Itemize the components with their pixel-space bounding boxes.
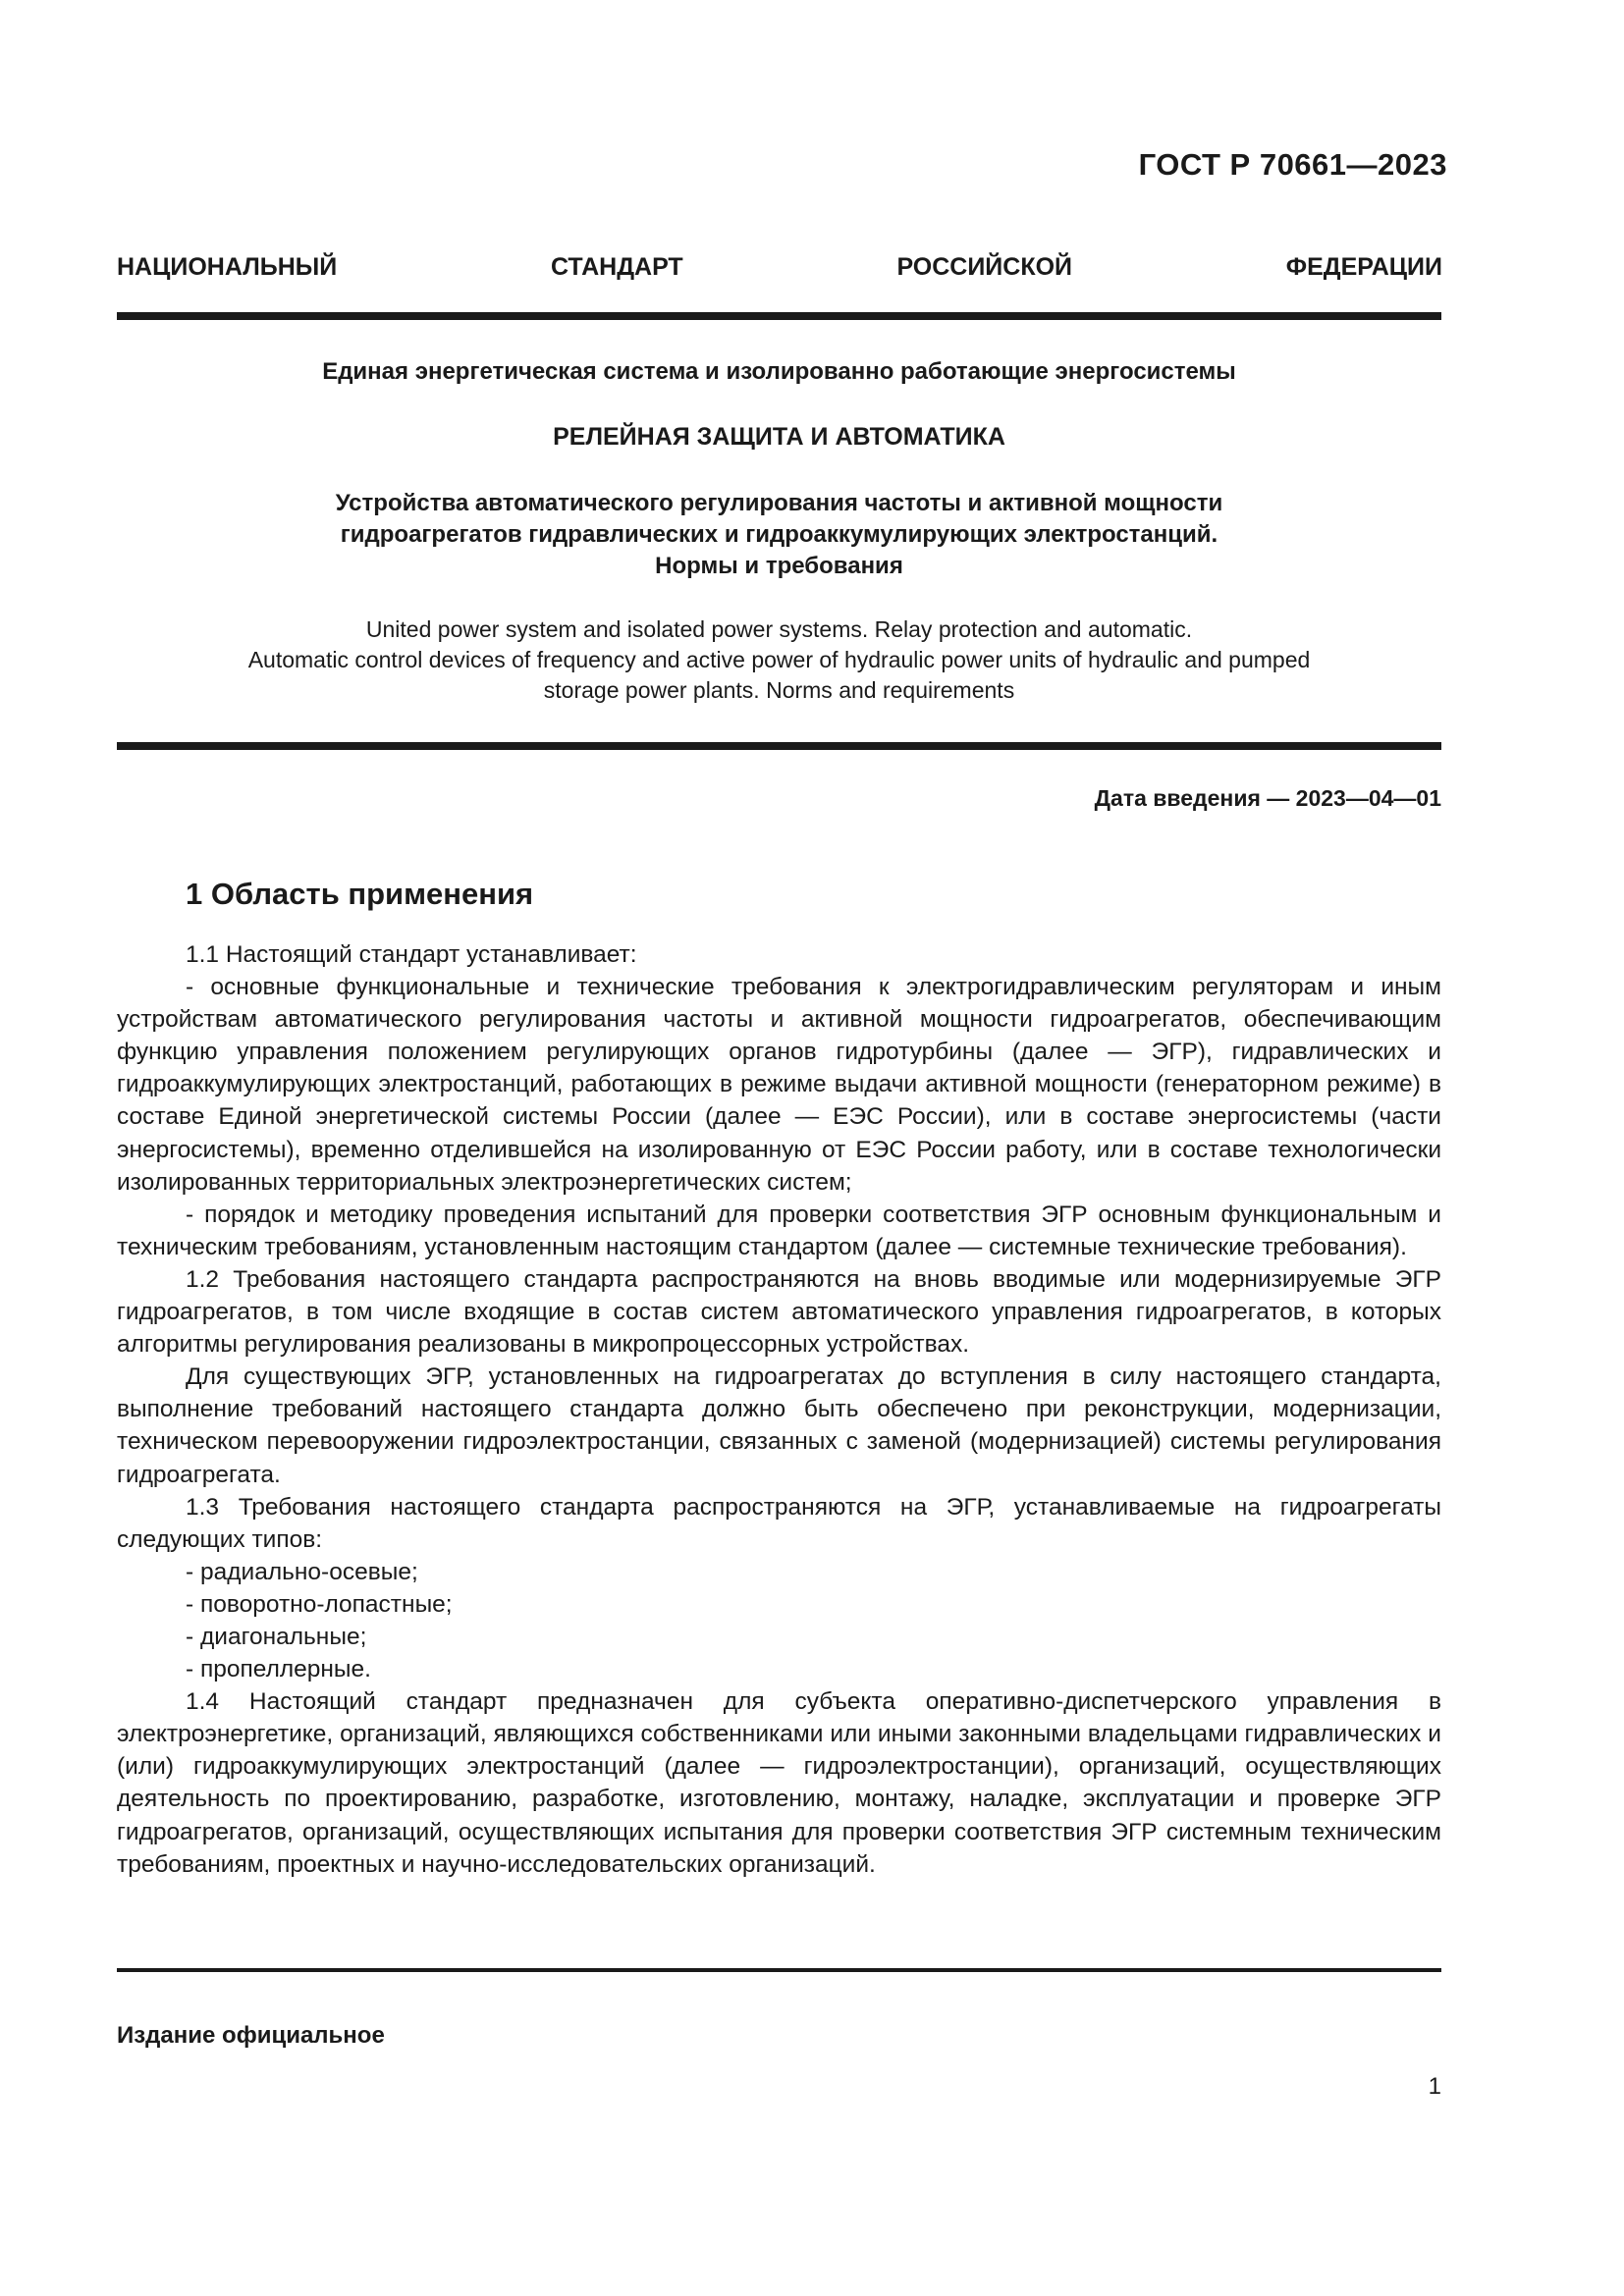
- title-english-line: United power system and isolated power systems. Relay protection and automatic.: [365, 616, 1193, 642]
- list-item: - пропеллерные.: [186, 1656, 371, 1683]
- title-rule: [117, 742, 1441, 750]
- title-device-line: гидроагрегатов гидравлических и гидроаккумулирующих электростанций.: [340, 521, 1218, 548]
- title-english: [117, 614, 1441, 706]
- paragraph: - порядок и методику проведения испытаний для проверки соответствия ЭГР основным функциональным и техническим требованиям, установленным настоящим стандартом (далее — системные технические требования).: [117, 1201, 1441, 1260]
- paragraph: 1.4 Настоящий стандарт предназначен для субъекта оперативно-диспетчерского управления в электроэнергетике, организаций, являющихся собственниками или иными законными владельцами гидравлических и (или) гидроаккумулирующих электростанций (далее — гидроэлектростанции), организаций, осуществляющих деятельность по проектированию, разработке, изготовлению, монтажу, наладке, эксплуатации и проверке ЭГР гидроагрегатов, организаций, осуществляющих испытания для проверки соответствия ЭГР системным техническим требованиям, проектных и научно-исследовательских организаций.: [117, 1688, 1441, 1878]
- section-title: 1 Область применения: [186, 877, 534, 911]
- paragraph: 1.2 Требования настоящего стандарта распространяются на вновь вводимые или модернизируемые ЭГР гидроагрегатов, в том числе входящие в состав систем автоматического управления гидроагрегатов, в которых алгоритмы регулирования реализованы в микропроцессорных устройствах.: [117, 1265, 1441, 1359]
- title-english-line: storage power plants. Norms and requirements: [543, 677, 1015, 703]
- paragraph: Для существующих ЭГР, установленных на гидроагрегатах до вступления в силу настоящего стандарта, выполнение требований настоящего стандарта должно быть обеспечено при реконструкции, модернизации, техническом перевооружении гидроэлектростанции, связанных с заменой (модернизацией) системы регулирования гидроагрегата.: [117, 1363, 1441, 1488]
- page-number: 1: [1428, 2073, 1441, 2100]
- list-item: - диагональные;: [186, 1623, 367, 1650]
- introduction-date: Дата введения — 2023—04—01: [1094, 785, 1441, 811]
- title-system: Единая энергетическая система и изолированно работающие энергосистемы: [322, 358, 1236, 385]
- standard-designation: ГОСТ Р 70661—2023: [1138, 147, 1447, 182]
- paragraph: - основные функциональные и технические требования к электрогидравлическим регуляторам и иным устройствам автоматического регулирования частоты и активной мощности гидроагрегатов, обеспечивающим функцию управления положением регулирующих органов гидротурбины (далее — ЭГР), гидравлических и гидроаккумулирующих электростанций, работающих в режиме выдачи активной мощности (генераторном режиме) в составе Единой энергетической системы России (далее — ЕЭС России), или в составе энергосистемы (части энергосистемы), временно отделившейся на изолированную от ЕЭС России работу, или в составе технологически изолированных территориальных электроэнергетических систем;: [117, 974, 1441, 1196]
- title-device-line: Устройства автоматического регулирования частоты и активной мощности: [335, 490, 1223, 516]
- national-standard-heading: НАЦИОНАЛЬНЫЙ СТАНДАРТ РОССИЙСКОЙ ФЕДЕРАЦИИ: [117, 253, 1442, 281]
- footer-rule: [117, 1968, 1441, 1972]
- header-rule: [117, 312, 1441, 320]
- title-english-line: Automatic control devices of frequency and active power of hydraulic power units of hydraulic and pumped: [247, 647, 1311, 672]
- edition-label: Издание официальное: [117, 2022, 385, 2049]
- paragraph: 1.3 Требования настоящего стандарта распространяются на ЭГР, устанавливаемые на гидроагрегаты следующих типов:: [117, 1493, 1441, 1553]
- list-item: - радиально-осевые;: [186, 1558, 418, 1585]
- title-relay: РЕЛЕЙНАЯ ЗАЩИТА И АВТОМАТИКА: [553, 423, 1005, 451]
- paragraph: 1.1 Настоящий стандарт устанавливает:: [186, 941, 637, 968]
- section-body: [117, 938, 1441, 1881]
- title-device: [117, 488, 1441, 582]
- list-item: - поворотно-лопастные;: [186, 1590, 453, 1618]
- title-device-line: Нормы и требования: [655, 553, 903, 579]
